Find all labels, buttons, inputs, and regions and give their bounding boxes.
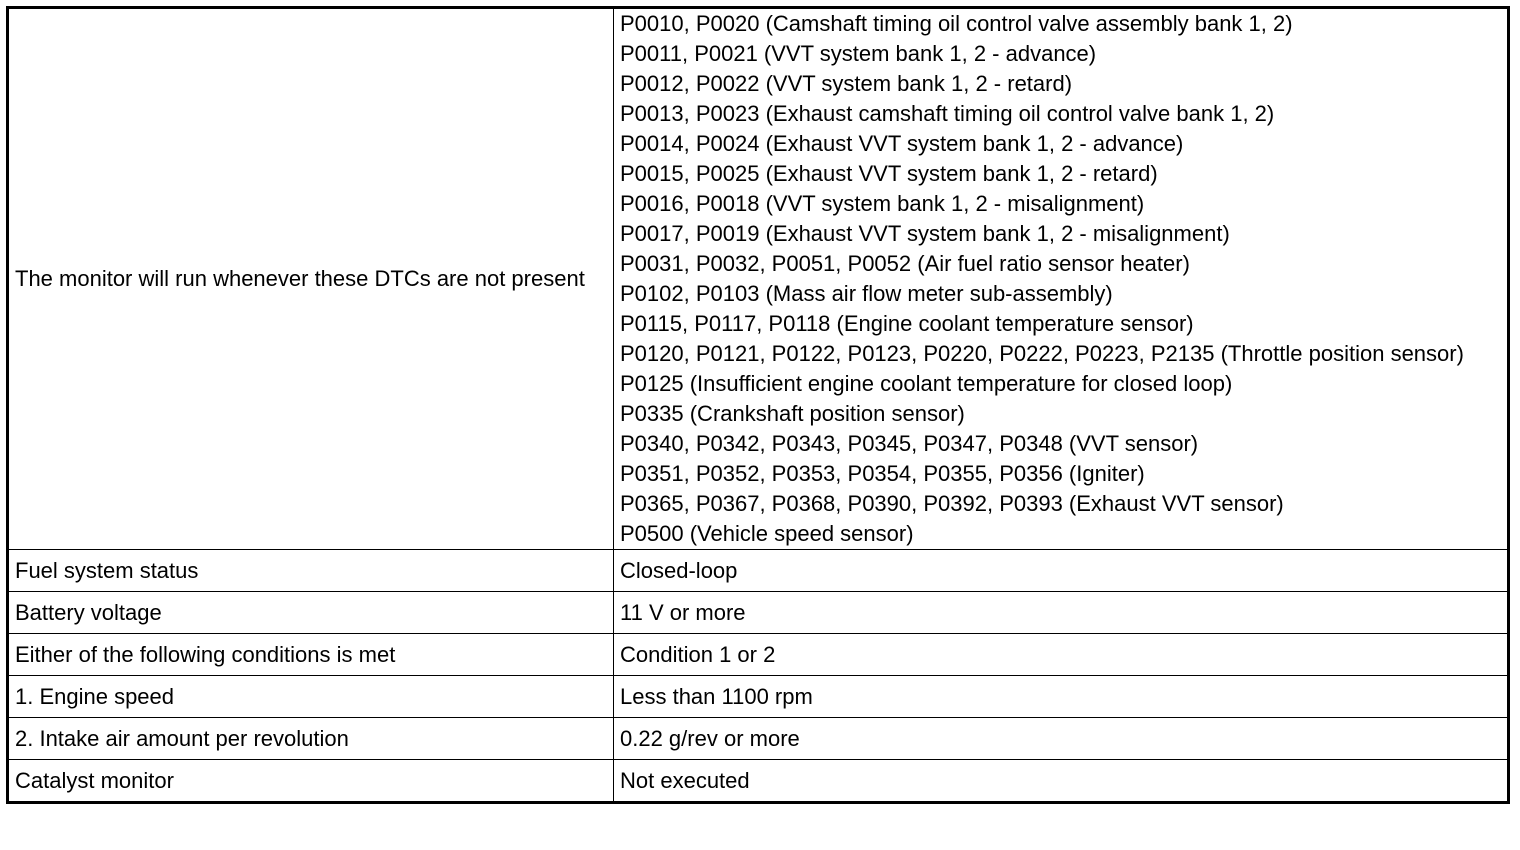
condition-cell: 1. Engine speed: [8, 676, 614, 718]
condition-cell: 2. Intake air amount per revolution: [8, 718, 614, 760]
table-row: [8, 718, 1509, 760]
table-row: [8, 550, 1509, 592]
monitor-conditions-table: [6, 6, 1510, 804]
dtc-line: P0013, P0023 (Exhaust camshaft timing oil control valve bank 1, 2): [620, 101, 1275, 126]
dtc-line: P0011, P0021 (VVT system bank 1, 2 - advance): [620, 41, 1097, 66]
value-cell: 11 V or more: [614, 592, 1509, 634]
dtc-line: P0340, P0342, P0343, P0345, P0347, P0348 (VVT sensor): [620, 431, 1199, 456]
condition-cell: Catalyst monitor: [8, 760, 614, 803]
table-row: [8, 676, 1509, 718]
dtc-line: P0014, P0024 (Exhaust VVT system bank 1, 2 - advance): [620, 131, 1184, 156]
table-row: [8, 8, 1509, 550]
value-cell: Condition 1 or 2: [614, 634, 1509, 676]
dtc-line: P0335 (Crankshaft position sensor): [620, 401, 965, 426]
condition-cell: Fuel system status: [8, 550, 614, 592]
dtc-line: P0016, P0018 (VVT system bank 1, 2 - misalignment): [620, 191, 1145, 216]
dtc-line: P0010, P0020 (Camshaft timing oil control valve assembly bank 1, 2): [620, 11, 1293, 36]
value-cell: Not executed: [614, 760, 1509, 803]
dtc-line: P0120, P0121, P0122, P0123, P0220, P0222, P0223, P2135 (Throttle position sensor): [620, 341, 1464, 366]
dtc-line: P0125 (Insufficient engine coolant temperature for closed loop): [620, 371, 1233, 396]
dtc-line: P0115, P0117, P0118 (Engine coolant temperature sensor): [620, 311, 1194, 336]
condition-cell: The monitor will run whenever these DTCs are not present: [8, 8, 614, 550]
table-row: [8, 634, 1509, 676]
dtc-line: P0351, P0352, P0353, P0354, P0355, P0356 (Igniter): [620, 461, 1145, 486]
condition-cell: Either of the following conditions is met: [8, 634, 614, 676]
dtc-line: P0012, P0022 (VVT system bank 1, 2 - retard): [620, 71, 1073, 96]
condition-cell: Battery voltage: [8, 592, 614, 634]
dtc-line: P0017, P0019 (Exhaust VVT system bank 1, 2 - misalignment): [620, 221, 1230, 246]
value-cell: 0.22 g/rev or more: [614, 718, 1509, 760]
dtc-line: P0015, P0025 (Exhaust VVT system bank 1, 2 - retard): [620, 161, 1158, 186]
table-row: [8, 760, 1509, 803]
value-cell: Less than 1100 rpm: [614, 676, 1509, 718]
dtc-line: P0365, P0367, P0368, P0390, P0392, P0393 (Exhaust VVT sensor): [620, 491, 1284, 516]
dtc-line: P0500 (Vehicle speed sensor): [620, 521, 914, 546]
value-cell: Closed-loop: [614, 550, 1509, 592]
dtc-list-cell: [614, 8, 1509, 550]
dtc-line: P0102, P0103 (Mass air flow meter sub-assembly): [620, 281, 1113, 306]
dtc-line: P0031, P0032, P0051, P0052 (Air fuel ratio sensor heater): [620, 251, 1190, 276]
table-row: [8, 592, 1509, 634]
